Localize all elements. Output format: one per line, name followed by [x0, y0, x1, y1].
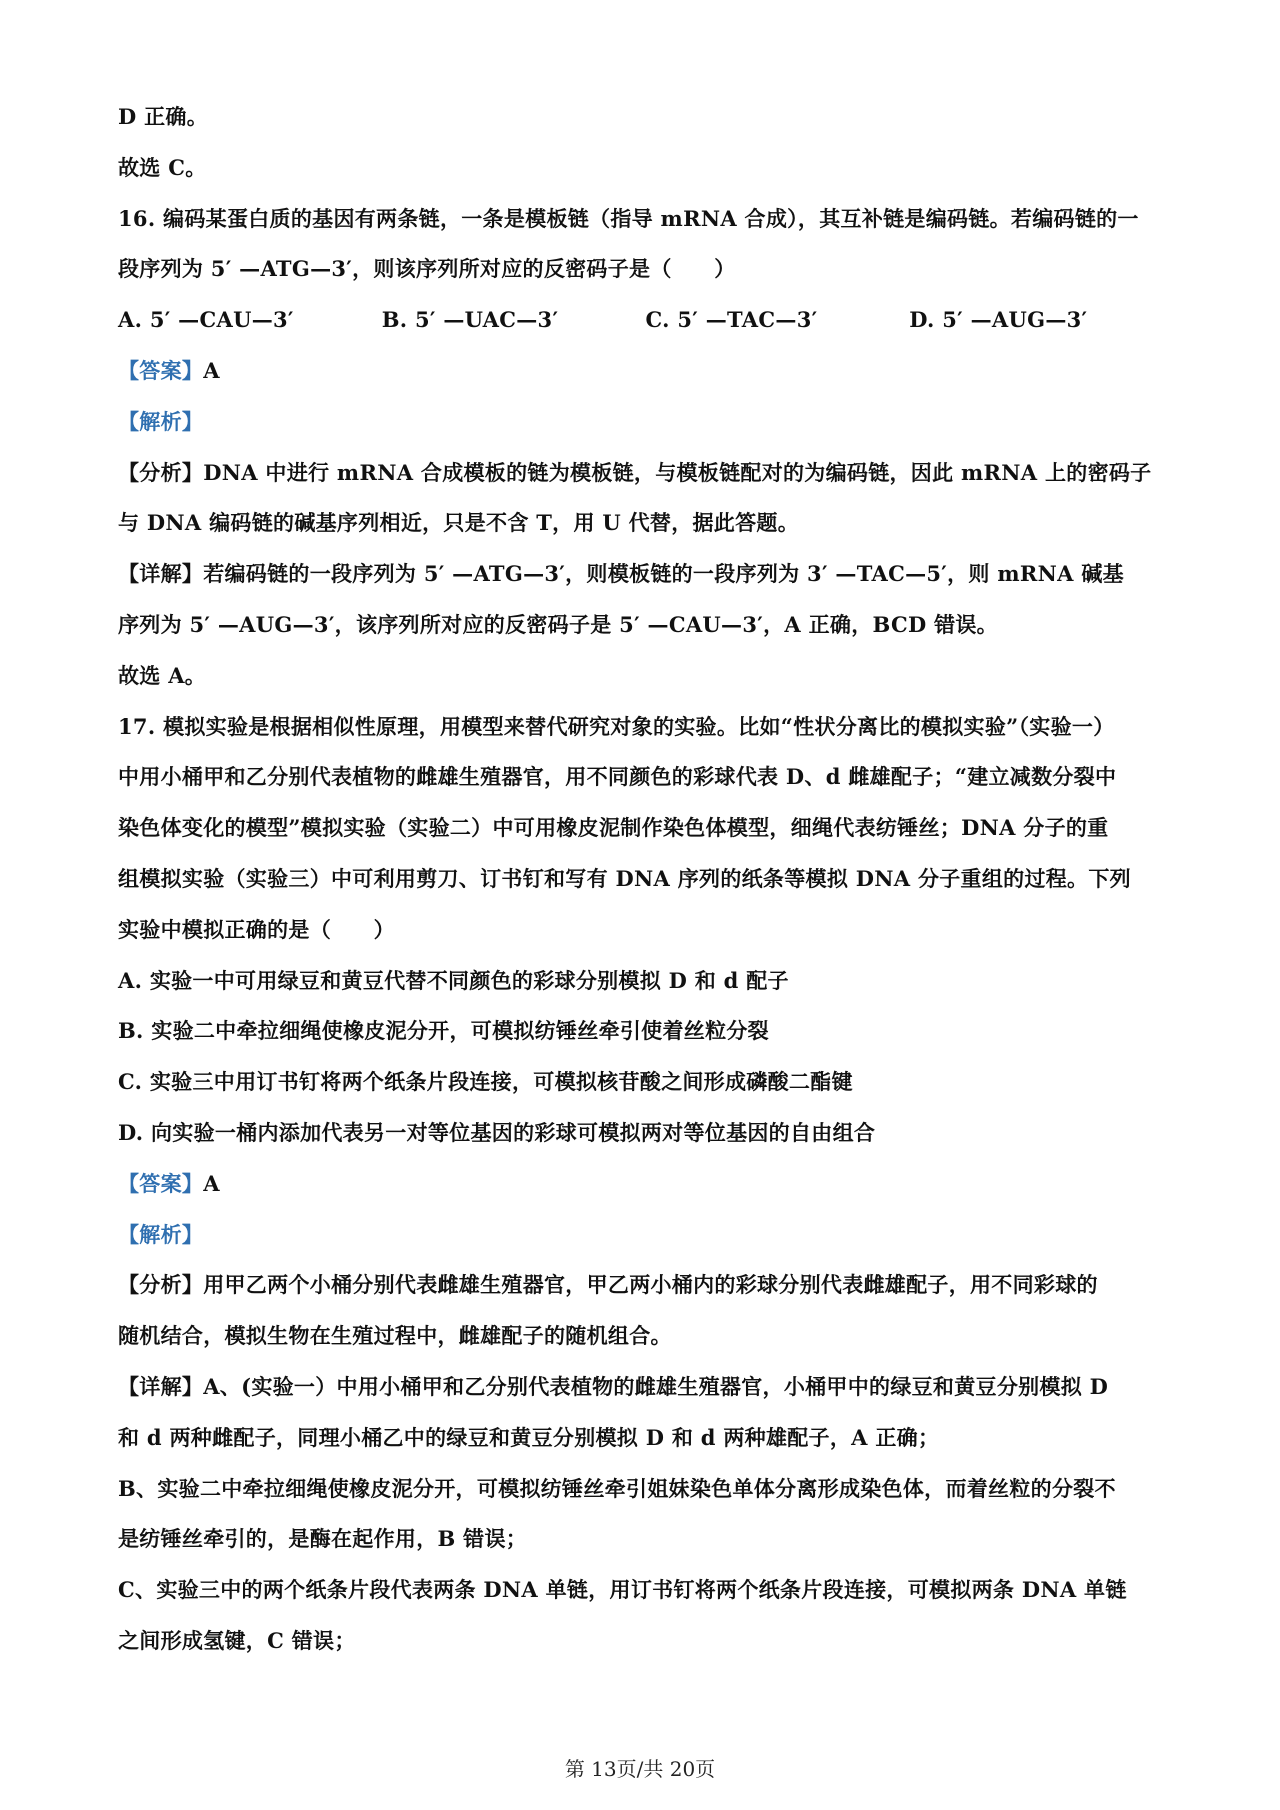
xiangjie-text: A、(实验一）中用小桶甲和乙分别代表植物的雌雄生殖器官，小桶甲中的绿豆和黄豆分别模拟 D	[203, 1373, 1109, 1399]
question-17-stem-line-3: 染色体变化的模型”模拟实验（实验二）中可用橡皮泥制作染色体模型，细绳代表纺锤丝；DNA 分子的重	[118, 815, 1109, 841]
option-d: D. 5′ —AUG—3′	[909, 307, 1088, 333]
answer-tag: 【答案】	[118, 1170, 204, 1196]
question-17-option-d: D. 向实验一桶内添加代表另一对等位基因的彩球可模拟两对等位基因的自由组合	[118, 1119, 876, 1145]
analysis-tag: 【解析】	[118, 1221, 204, 1247]
analysis-tag: 【解析】	[118, 408, 204, 434]
option-c: C. 5′ —TAC—3′	[645, 307, 818, 333]
question-16-fenxi-line-1	[118, 458, 1173, 488]
answer-value: A	[203, 357, 220, 383]
xiangjie-text: 若编码链的一段序列为 5′ —ATG—3′，则模板链的一段序列为 3′ —TAC—5′，则 mRNA 碱基	[203, 561, 1124, 587]
question-17-stem-line-5: 实验中模拟正确的是（ ）	[118, 916, 395, 942]
question-17-fenxi-line-2: 随机结合，模拟生物在生殖过程中，雌雄配子的随机组合。	[118, 1323, 672, 1349]
question-17-answer	[118, 1169, 1173, 1199]
page-content	[118, 102, 1173, 1677]
xiangjie-tag: 【详解】	[118, 561, 204, 587]
question-17-option-b: B. 实验二中牵拉细绳使橡皮泥分开，可模拟纺锤丝牵引使着丝粒分裂	[118, 1018, 769, 1044]
xiangjie-tag: 【详解】	[118, 1373, 204, 1399]
question-16-conclusion: 故选 A。	[118, 662, 207, 688]
question-17-c-line-1: C、实验三中的两个纸条片段代表两条 DNA 单链，用订书钉将两个纸条片段连接，可模拟两条 DNA 单链	[118, 1577, 1127, 1603]
fenxi-tag: 【分析】	[118, 459, 204, 485]
fenxi-tag: 【分析】	[118, 1272, 204, 1298]
question-17-stem-line-4: 组模拟实验（实验三）中可利用剪刀、订书钉和写有 DNA 序列的纸条等模拟 DNA 分子重组的过程。下列	[118, 865, 1131, 891]
question-17-xiangjie-line-1	[118, 1372, 1173, 1402]
question-16-fenxi-line-2: 与 DNA 编码链的碱基序列相近，只是不含 T，用 U 代替，据此答题。	[118, 510, 799, 536]
question-16-analysis-heading	[118, 407, 1173, 437]
question-16-stem-line-1: 16. 编码某蛋白质的基因有两条链，一条是模板链（指导 mRNA 合成），其互补链是编码链。若编码链的一	[118, 205, 1139, 231]
question-17-b-line-1: B、实验二中牵拉细绳使橡皮泥分开，可模拟纺锤丝牵引姐妹染色单体分离形成染色体，而着丝粒的分裂不	[118, 1475, 1116, 1501]
page-number: 第 13页/共 20页	[564, 1757, 716, 1781]
question-17-analysis-heading	[118, 1220, 1173, 1250]
question-17-fenxi-line-1	[118, 1270, 1173, 1300]
answer-value: A	[203, 1170, 220, 1196]
question-16-xiangjie-line-2: 序列为 5′ —AUG—3′，该序列所对应的反密码子是 5′ —CAU—3′，A 正确，BCD 错误。	[118, 611, 998, 637]
answer-tag: 【答案】	[118, 357, 204, 383]
question-17-stem-line-2: 中用小桶甲和乙分别代表植物的雌雄生殖器官，用不同颜色的彩球代表 D、d 雌雄配子；“建立减数分裂中	[118, 764, 1117, 790]
question-17-c-line-2: 之间形成氢键，C 错误；	[118, 1627, 356, 1653]
question-17-xiangjie-line-2: 和 d 两种雌配子，同理小桶乙中的绿豆和黄豆分别模拟 D 和 d 两种雄配子，A 正确；	[118, 1424, 940, 1450]
question-17-b-line-2: 是纺锤丝牵引的，是酶在起作用，B 错误；	[118, 1526, 528, 1552]
text-line: D 正确。	[118, 104, 209, 129]
fenxi-text: DNA 中进行 mRNA 合成模板的链为模板链，与模板链配对的为编码链，因此 mRNA 上的密码子	[203, 459, 1152, 485]
question-16-stem-line-2: 段序列为 5′ —ATG—3′，则该序列所对应的反密码子是（ ）	[118, 256, 736, 282]
question-17-stem-line-1: 17. 模拟实验是根据相似性原理，用模型来替代研究对象的实验。比如“性状分离比的模拟实验”（实验一）	[118, 713, 1115, 739]
option-a: A. 5′ —CAU—3′	[118, 307, 294, 333]
question-17-option-a: A. 实验一中可用绿豆和黄豆代替不同颜色的彩球分别模拟 D 和 d 配子	[118, 967, 789, 993]
question-16-answer	[118, 356, 1173, 386]
question-16-options	[118, 305, 1173, 335]
question-17-option-c: C. 实验三中用订书钉将两个纸条片段连接，可模拟核苷酸之间形成磷酸二酯键	[118, 1069, 853, 1095]
fenxi-text: 用甲乙两个小桶分别代表雌雄生殖器官，甲乙两小桶内的彩球分别代表雌雄配子，用不同彩球的	[203, 1272, 1098, 1298]
question-16-xiangjie-line-1	[118, 559, 1173, 589]
text-line: 故选 C。	[118, 154, 207, 180]
option-b: B. 5′ —UAC—3′	[381, 307, 559, 333]
